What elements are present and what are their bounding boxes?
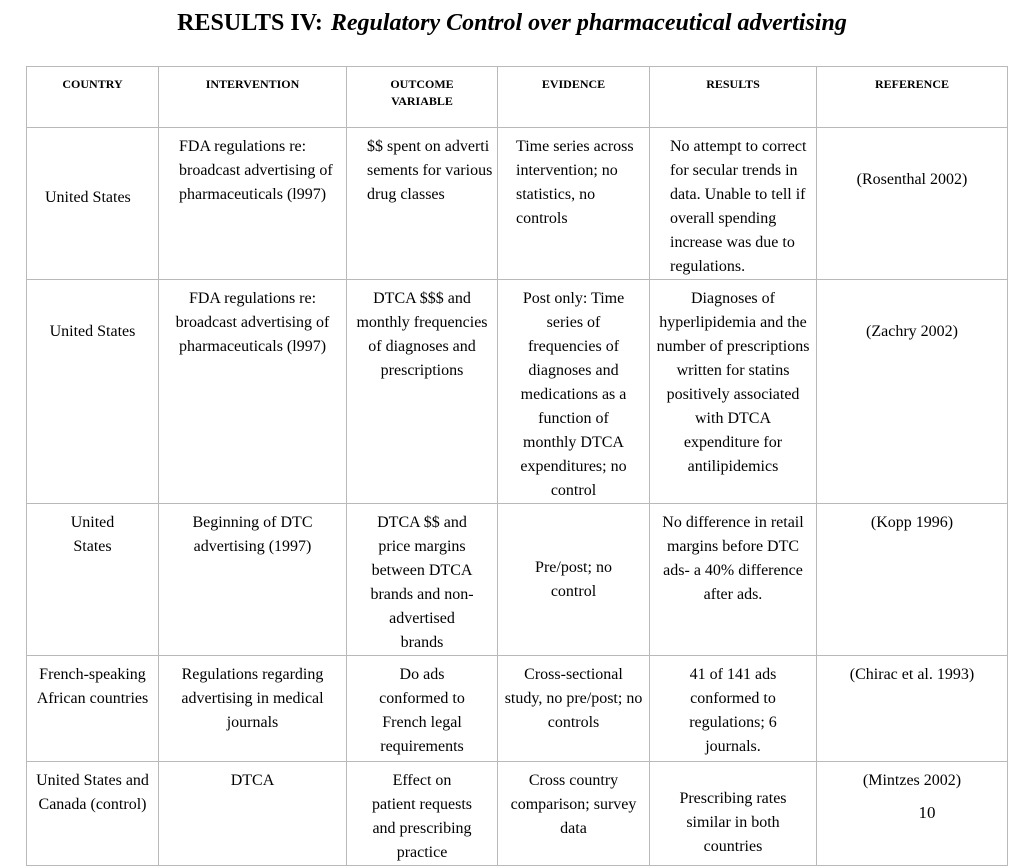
header-evidence: EVIDENCE [498, 67, 650, 128]
cell-intervention [159, 128, 347, 280]
cell-evidence-text: Pre/post; no control [535, 558, 612, 600]
results-table [26, 66, 1008, 866]
cell-results-text: 41 of 141 ads conformed to regulations; 6 journals. [689, 666, 777, 755]
cell-country-text: French-speaking African countries [36, 666, 149, 707]
cell-country [27, 280, 159, 504]
cell-results [650, 128, 817, 280]
header-country: COUNTRY [27, 67, 159, 128]
cell-evidence [498, 128, 650, 280]
table-row [27, 656, 1008, 762]
header-results: RESULTS [650, 67, 817, 128]
page-number: 10 [918, 803, 936, 822]
cell-country-text: United States [49, 323, 136, 340]
cell-results-text: No attempt to correct for secular trends in data. Unable to tell if overall spending increase was due to regulations. [670, 138, 807, 275]
cell-outcome [347, 280, 498, 504]
header-reference: REFERENCE [817, 67, 1008, 128]
table-row [27, 280, 1008, 504]
cell-outcome-text: DTCA $$ and price margins between DTCA brands and non-advertised brands [370, 514, 474, 651]
cell-reference-text: (Mintzes 2002) [862, 772, 962, 789]
cell-results [650, 656, 817, 762]
cell-evidence [498, 656, 650, 762]
cell-country [27, 762, 159, 866]
cell-outcome [347, 128, 498, 280]
cell-intervention [159, 656, 347, 762]
cell-reference [817, 128, 1008, 280]
title-subtitle: Regulatory Control over pharmaceutical advertising [330, 10, 847, 36]
table-row [27, 128, 1008, 280]
cell-evidence-text: Post only: Time series of frequencies of diagnoses and medications as a function of monthly DTCA expenditures; no control [520, 290, 627, 499]
cell-intervention-text: FDA regulations re: broadcast advertising of pharmaceuticals (l997) [179, 138, 333, 203]
cell-intervention-text: DTCA [230, 772, 275, 789]
cell-intervention-text: Regulations regarding advertising in medical journals [181, 666, 324, 731]
cell-outcome [347, 504, 498, 656]
header-outcome-variable: OUTCOME VARIABLE [347, 67, 498, 128]
cell-outcome [347, 656, 498, 762]
cell-intervention [159, 762, 347, 866]
cell-results-text: Diagnoses of hyperlipidemia and the number of prescriptions written for statins positively associated with DTCA expenditure for antilipidemics [656, 290, 810, 475]
cell-outcome-text: Do ads conformed to French legal requirements [379, 666, 465, 755]
cell-intervention-text: FDA regulations re: broadcast advertising of pharmaceuticals (l997) [175, 290, 330, 355]
cell-country-text: United States and Canada (control) [36, 772, 149, 813]
cell-evidence [498, 280, 650, 504]
cell-outcome-text: $$ spent on advertisements for various drug classes [367, 138, 493, 203]
cell-reference [817, 762, 1008, 866]
cell-reference [817, 504, 1008, 656]
cell-evidence-text: Cross-sectional study, no pre/post; no controls [504, 666, 643, 731]
cell-intervention [159, 280, 347, 504]
cell-outcome-text: DTCA $$$ and monthly frequencies of diagnoses and prescriptions [356, 290, 488, 379]
table-row [27, 762, 1008, 866]
header-intervention: INTERVENTION [159, 67, 347, 128]
cell-results-text: Prescribing rates similar in both countries [679, 790, 787, 855]
cell-country [27, 656, 159, 762]
cell-country-text: United States [70, 514, 115, 555]
header-row [27, 67, 1008, 128]
cell-results [650, 762, 817, 866]
cell-reference [817, 280, 1008, 504]
cell-reference-text: (Zachry 2002) [866, 323, 958, 340]
cell-reference-text: (Chirac et al. 1993) [849, 666, 975, 683]
cell-intervention-text: Beginning of DTC advertising (1997) [192, 514, 313, 555]
cell-intervention [159, 504, 347, 656]
cell-country [27, 504, 159, 656]
cell-results [650, 504, 817, 656]
cell-reference-text: (Kopp 1996) [870, 514, 954, 531]
cell-reference [817, 656, 1008, 762]
slide-title [0, 10, 1024, 37]
cell-outcome-text: Effect on patient requests and prescribing practice [372, 772, 472, 861]
cell-country-text: United States [45, 188, 131, 206]
cell-evidence [498, 762, 650, 866]
cell-evidence [498, 504, 650, 656]
cell-reference-text: (Rosenthal 2002) [856, 171, 968, 188]
table-row [27, 504, 1008, 656]
cell-results-text: No difference in retail margins before DTC ads- a 40% difference after ads. [662, 514, 804, 603]
title-main: RESULTS IV: [177, 10, 323, 36]
cell-outcome [347, 762, 498, 866]
cell-evidence-text: Time series across intervention; no statistics, no controls [516, 138, 634, 227]
cell-country [27, 128, 159, 280]
cell-evidence-text: Cross country comparison; survey data [510, 772, 637, 837]
cell-results [650, 280, 817, 504]
